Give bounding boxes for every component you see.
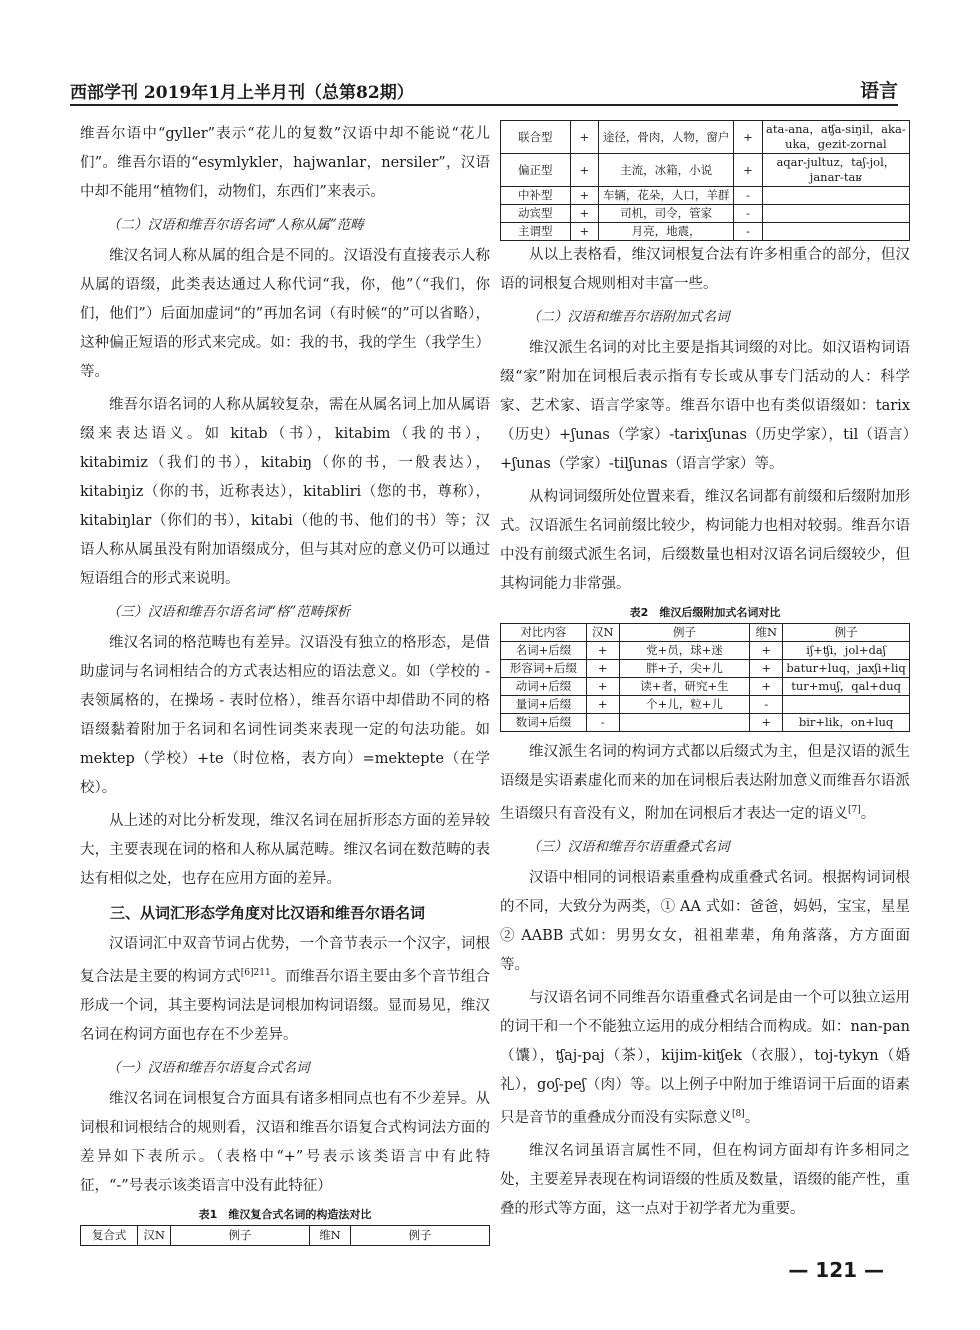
- table-cell: [762, 205, 909, 223]
- table-header-cell: 汉N: [138, 1225, 171, 1245]
- table-cell: +: [570, 187, 599, 205]
- paragraph: 维汉名词的格范畴也有差异。汉语没有独立的格形态，是借助虚词与名词相结合的方式表达相应的语法意义。如（学校的 - 表领属格的，在操场 - 表时位格），维吾尔语中却借助不同的格语缀黏着附加于名词和名词性词类来表现一定的句法功能。如 mektep（学校）+te（时位格，表方向）=mektepte（在学校）。: [80, 635, 490, 796]
- table-cell: 车辆，花朵，人口，羊群: [599, 187, 734, 205]
- table-row: [501, 154, 910, 187]
- table-cell: 名词+后缀: [501, 642, 587, 660]
- table-cell: 形容词+后缀: [501, 660, 587, 678]
- table-cell: +: [570, 154, 599, 187]
- table-1-header: [80, 1225, 490, 1246]
- table-row: [501, 642, 910, 660]
- table-row: [501, 660, 910, 678]
- running-header: [70, 74, 898, 104]
- table-cell: [619, 714, 750, 732]
- table-cell: 途径，骨肉，人物，窗户: [599, 121, 734, 154]
- citation: [7]: [848, 805, 861, 815]
- subsection-heading: （二）汉语和维吾尔语附加式名词: [527, 309, 730, 325]
- paragraph: 汉语中相同的词根语素重叠构成重叠式名词。根据构词词根的不同，大致分为两类，① AA 式如：爸爸，妈妈，宝宝，星星② AABB 式如：男男女女，祖祖辈辈，角角落落，方方面面等。: [500, 869, 910, 973]
- table-cell: aqar-jultuz，taʃ-jol，janar-taʁ: [762, 154, 909, 187]
- paragraph: 维汉名词人称从属的组合是不同的。汉语没有直接表示人称从属的语缀，此类表达通过人称代词“我，你，他”（“我们，你们，他们”）后面加虚词“的”再加名词（有时候“的”可以省略），这种偏正短语的形式来完成。如：我的书，我的学生（我学生）等。: [80, 248, 490, 380]
- table-caption: 表1 维汉复合式名词的构造法对比: [198, 1207, 372, 1221]
- table-cell: +: [586, 678, 619, 696]
- paragraph: 从构词词缀所处位置来看，维汉名词都有前缀和后缀附加形式。汉语派生名词前缀比较少，构词能力也相对较弱。维吾尔语中没有前缀式派生名词，后缀数量也相对汉语名词后缀较少，但其构词能力非常强。: [500, 489, 910, 592]
- table-1-body: [500, 120, 910, 241]
- table-2: [500, 623, 910, 732]
- table-cell: +: [750, 660, 783, 678]
- table-cell: 联合型: [501, 121, 571, 154]
- table-cell: -: [734, 187, 763, 205]
- table-row: [501, 121, 910, 154]
- table-header-cell: 汉N: [586, 624, 619, 642]
- table-header-row: [501, 624, 910, 642]
- table-cell: 量词+后缀: [501, 696, 587, 714]
- paragraph: 与汉语名词不同维吾尔语重叠式名词是由一个可以独立运用的词干和一个不能独立运用的成分相结合而构成。如：nan-pan（馕），ʧaj-paj（茶），kijim-kiʧek（衣服），toj-tykyn（婚礼），goʃ-peʃ（肉）等。以上例子中附加于维语词干后面的语素只是音节的重叠成分而没有实际意义[8]。: [500, 989, 910, 1126]
- table-row: [501, 678, 910, 696]
- table-cell: +: [750, 642, 783, 660]
- table-cell: +: [750, 714, 783, 732]
- table-cell: 动词+后缀: [501, 678, 587, 696]
- table-cell: 党+员，球+迷: [619, 642, 750, 660]
- paragraph: 维吾尔语名词的人称从属较复杂，需在从属名词上加从属语缀来表达语义。如 kitab（书），kitabim（我的书），kitabimiz（我们的书），kitabiŋ（你的书，一般表达），kitabiŋiz（你的书，近称表达），kitabliri（您的书，尊称），kitabiŋlar（你们的书），kitabi（他的书、他们的书）等；汉语人称从属虽没有附加语缀成分，但与其对应的意义仍可以通过短语组合的形式来说明。: [80, 397, 490, 587]
- table-row: [501, 714, 910, 732]
- paragraph: 维汉派生名词的构词方式都以后缀式为主，但是汉语的派生语缀是实语素虚化而来的加在词根后表达附加意义而维吾尔语派生语缀只有音没有义，附加在词根后才表达一定的语义[7]。: [500, 744, 910, 822]
- table-cell: +: [586, 696, 619, 714]
- table-cell: +: [570, 223, 599, 241]
- table-cell: 主流，冰箱，小说: [599, 154, 734, 187]
- table-cell: 主谓型: [501, 223, 571, 241]
- subsection-heading: （一）汉语和维吾尔语复合式名词: [107, 1059, 310, 1076]
- table-cell: ata-ana，aʧa-siŋil，aka-uka，gezit-zornal: [762, 121, 909, 154]
- citation: [6]211: [240, 968, 271, 978]
- table-cell: bir+lik，on+luq: [783, 714, 910, 732]
- paragraph: 从上述的对比分析发现，维汉名词在屈折形态方面的差异较大，主要表现在词的格和人称从属范畴。维汉名词在数范畴的表达有相似之处，也存在应用方面的差异。: [80, 813, 490, 887]
- subsection-heading: （三）汉语和维吾尔语重叠式名词: [527, 838, 730, 855]
- table-header-cell: 例子: [350, 1225, 489, 1245]
- table-cell: 胖+子，尖+儿: [619, 660, 750, 678]
- table-caption: 表2 维汉后缀附加式名词对比: [629, 606, 781, 619]
- table-header-cell: 对比内容: [501, 624, 587, 642]
- table-header-cell: 例子: [783, 624, 910, 642]
- table-cell: +: [734, 154, 763, 187]
- table-cell: +: [586, 642, 619, 660]
- table-cell: 司机，司令，管家: [599, 205, 734, 223]
- table-cell: tur+muʃ，qal+duq: [783, 678, 910, 696]
- paragraph: 维汉名词在词根复合方面具有诸多相同点也有不少差异。从词根和词根结合的规则看，汉语和维吾尔语复合式构词法方面的差异如下表所示。（表格中“+”号表示该类语言中有此特征，“-”号表示该类语言中没有此特征）: [80, 1090, 490, 1194]
- table-cell: [783, 696, 910, 714]
- citation: [8]: [732, 1108, 745, 1119]
- table-header-cell: 复合式: [81, 1225, 138, 1245]
- table-cell: +: [734, 121, 763, 154]
- section-label: 语言: [859, 80, 898, 102]
- table-cell: [762, 187, 909, 205]
- paragraph: 维吾尔语中“gyller”表示“花儿的复数”汉语中却不能说“花儿们”。维吾尔语的“esymlykler，hajwanlar，nersiler”，汉语中却不能用“植物们，动物们，东西们”来表示。: [80, 126, 490, 200]
- paragraph: 汉语词汇中双音节词占优势，一个音节表示一个汉字，词根复合法是主要的构词方式$^{[6]211}$。而维吾尔语主要由多个音节组合形成一个词，其主要构词法是词根加构词语缀。显而易见，维汉名词在构词方面也存在不少差异。: [80, 936, 490, 1043]
- section-heading: 三、从词汇形态学角度对比汉语和维吾尔语名词: [110, 904, 426, 922]
- table-cell: 偏正型: [501, 154, 571, 187]
- table-row: [501, 696, 910, 714]
- table-row: [501, 187, 910, 205]
- table-cell: 月亮，地震，: [599, 223, 734, 241]
- table-header-cell: 维N: [310, 1225, 351, 1245]
- table-cell: -: [750, 696, 783, 714]
- table-header-cell: 例子: [170, 1225, 309, 1245]
- table-cell: 数词+后缀: [501, 714, 587, 732]
- table-cell: [762, 223, 909, 241]
- table-header-cell: 例子: [619, 624, 750, 642]
- table-row: [501, 223, 910, 241]
- paragraph: 维汉名词虽语言属性不同，但在构词方面却有许多相同之处，主要差异表现在构词语缀的性质及数量，语缀的能产性，重叠的形式等方面，这一点对于初学者尤为重要。: [500, 1142, 910, 1217]
- table-cell: -: [734, 223, 763, 241]
- left-column: [80, 120, 490, 1246]
- table-cell: 个+儿，粒+儿: [619, 696, 750, 714]
- table-cell: iʃ+ʧi，jol+daʃ: [783, 642, 910, 660]
- subsection-heading: （二）汉语和维吾尔语名词“人称从属”范畴: [107, 217, 364, 233]
- header-rule: [70, 104, 898, 106]
- journal-title: 西部学刊 2019年1月上半月刊（总第82期）: [70, 83, 414, 103]
- right-column: [500, 120, 910, 1228]
- table-cell: 读+者，研究+生: [619, 678, 750, 696]
- table-cell: batur+luq，jaxʃi+liq: [783, 660, 910, 678]
- table-cell: 中补型: [501, 187, 571, 205]
- table-cell: -: [734, 205, 763, 223]
- table-cell: +: [750, 678, 783, 696]
- table-header-cell: 维N: [750, 624, 783, 642]
- table-cell: -: [586, 714, 619, 732]
- page-number: — 121 —: [788, 1258, 884, 1282]
- subsection-heading: （三）汉语和维吾尔语名词“格”范畴探析: [107, 604, 351, 620]
- table-cell: +: [570, 205, 599, 223]
- paragraph: 维汉派生名词的对比主要是指其词缀的对比。如汉语构词语缀“家”附加在词根后表示指有专长或从事专门活动的人：科学家、艺术家、语言学家等。维吾尔语中也有类似语缀如：tarix（历史）+ʃunas（学家）-tarixʃunas（历史学家），til（语言）+ʃunas（学家）-tilʃunas（语言学家）等。: [500, 340, 910, 472]
- table-cell: +: [586, 660, 619, 678]
- paragraph: 从以上表格看，维汉词根复合法有许多相重合的部分，但汉语的词根复合规则相对丰富一些。: [500, 247, 910, 292]
- table-row: [501, 205, 910, 223]
- table-cell: +: [570, 121, 599, 154]
- table-cell: 动宾型: [501, 205, 571, 223]
